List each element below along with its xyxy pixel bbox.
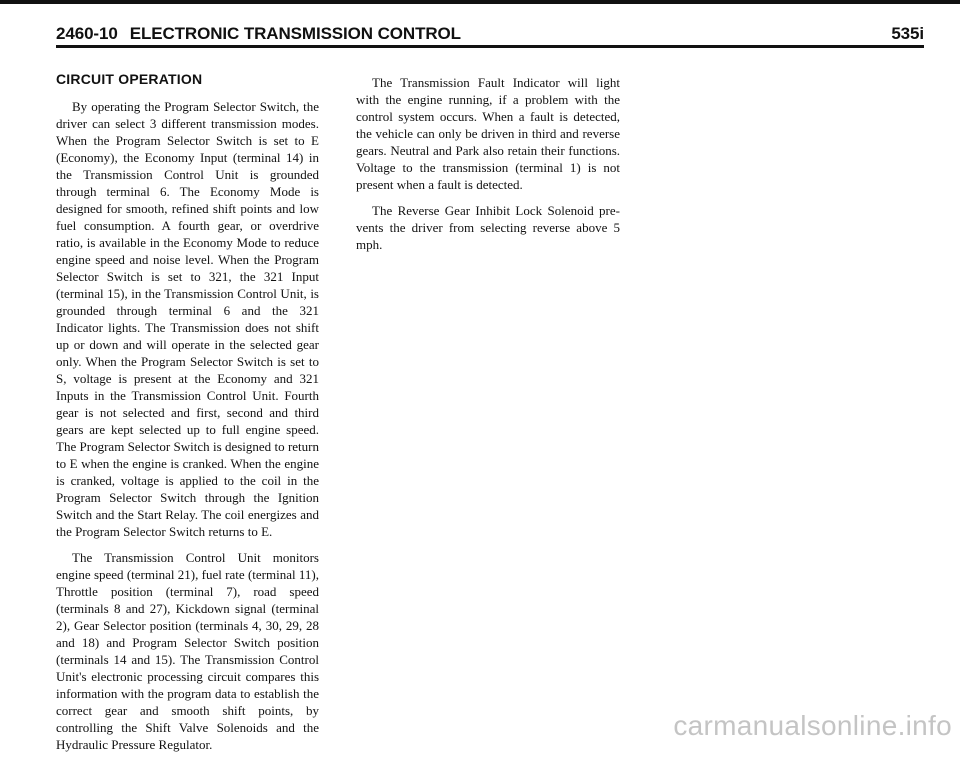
body-paragraph: The Transmission Control Unit monitors engine speed (terminal 21), fuel rate (terminal 11), Throttle position (terminal 7), road speed (terminals 8 and 27), Kickdown signal (terminal 2), Gear Selector position (terminals 4, 30, 29, 28 and 18) and Program Selector Switch position (terminals 14 and 15). The Transmission Control Unit's electronic processing circuit compares this information with the program data to establish the correct gear and smooth shift points, by controlling the Shift Valve Solenoids and the Hydraulic Pressure Regulator.	[56, 550, 319, 752]
right-column	[356, 74, 620, 262]
body-paragraph: The Transmission Fault Indicator will light with the engine running, if a problem with the control system occurs. When a fault is detected, the vehicle can only be driven in third and reverse gears. Neutral and Park also retain their functions. Voltage to the transmission (terminal 1) is not present when a fault is detected.	[356, 75, 620, 192]
page-header	[56, 24, 924, 46]
body-paragraph: By operating the Program Selector Switch, the driver can select 3 different transmission modes. When the Program Selector Switch is set to E (Economy), the Economy Input (terminal 14) in the Transmission Control Unit is grounded through terminal 6. The Economy Mode is designed for smooth, refined shift points and low fuel consumption. A fourth gear, or overdrive ratio, is available in the Economy Mode to reduce engine speed and noise level. When the Program Selector Switch is set to 321, the 321 Input (terminal 15), in the Transmission Control Unit, is grounded through terminal 6 and the 321 Indicator lights. The Transmission does not shift up or down and will operate in the selected gear only. When the Program Selector Switch is set to S, voltage is present at the Economy and 321 Inputs in the Transmission Control Unit. Fourth gear is not selected and first, second and third gears are kept selected up to full engine speed. The Program Selector Switch is designed to return to E when the engine is cranked. When the engine is cranked, voltage is applied to the coil in the Program Selector Switch through the Ignition Switch and the Start Relay. The coil energizes and the Program Selector Switch returns to E.	[56, 99, 319, 539]
body-paragraph: The Reverse Gear Inhibit Lock Solenoid prevents the driver from selecting reverse above 5 mph.	[356, 203, 620, 252]
watermark: carmanualsonline.info	[673, 710, 952, 741]
section-heading: CIRCUIT OPERATION	[56, 71, 203, 87]
section-number: 2460-10	[56, 24, 118, 43]
left-column	[56, 70, 319, 762]
model-label: 535i	[891, 24, 924, 43]
header-rule	[56, 45, 924, 48]
section-title: ELECTRONIC TRANSMISSION CONTROL	[129, 24, 461, 43]
header-left	[56, 24, 461, 44]
top-rule	[0, 0, 960, 4]
